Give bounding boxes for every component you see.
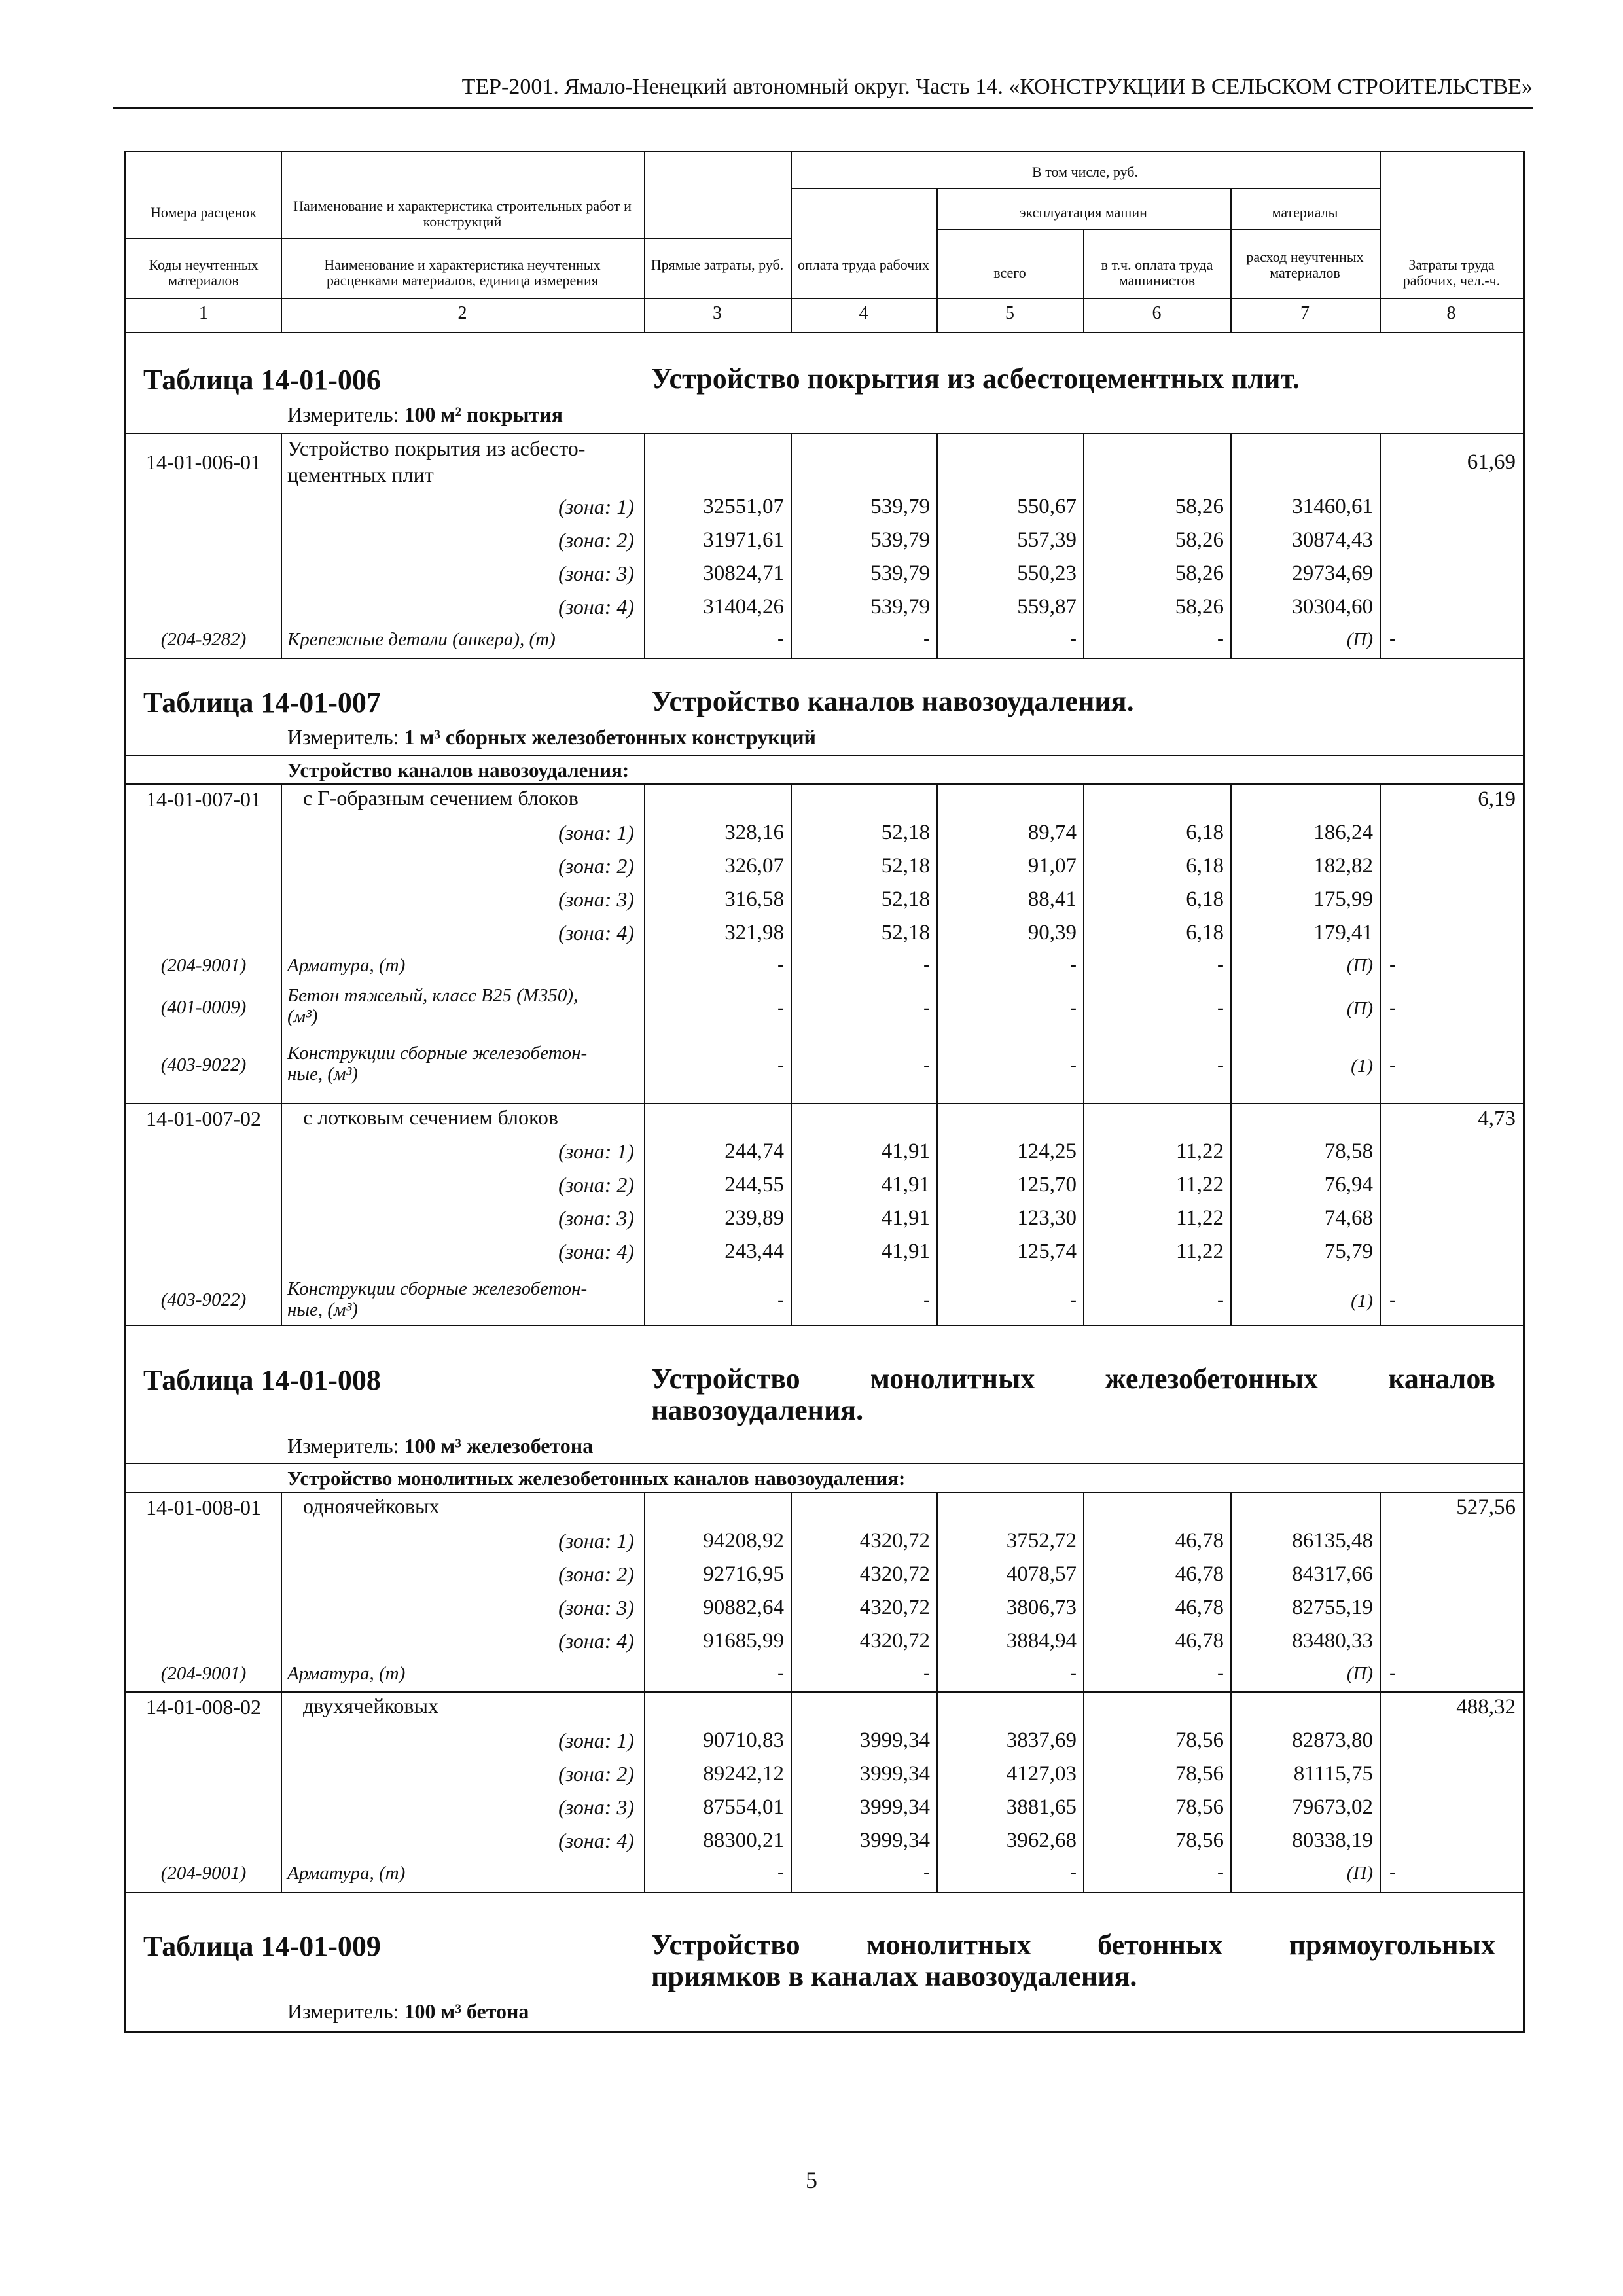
worker-pay: 3999,34 [859, 1729, 930, 1752]
column-number: 8 [1446, 303, 1456, 323]
worker-pay: 52,18 [881, 888, 930, 911]
zone-label: (зона: 4) [558, 595, 634, 619]
dash: - [1070, 1054, 1077, 1076]
rate-code: 14-01-007-01 [146, 787, 261, 811]
rule [281, 783, 282, 1325]
material-name: Арматура, (т) [287, 1663, 406, 1684]
header-rate-numbers: Номера расценок [151, 204, 257, 221]
materials-cost: 82873,80 [1292, 1729, 1373, 1752]
rate-code: 14-01-008-01 [146, 1496, 261, 1519]
dash: - [1389, 1289, 1396, 1311]
machines-total: 123,30 [1017, 1206, 1077, 1230]
rule [644, 783, 645, 1325]
worker-pay: 52,18 [881, 854, 930, 878]
zone-label: (зона: 3) [558, 888, 634, 911]
measure-unit: Измеритель: 100 м³ бетона [287, 2000, 529, 2023]
operator-pay: 11,22 [1175, 1206, 1224, 1230]
dash: - [1070, 954, 1077, 975]
operator-pay: 6,18 [1186, 888, 1224, 911]
dash: - [1070, 628, 1077, 649]
dash: - [1217, 997, 1224, 1018]
dash: - [1389, 954, 1396, 975]
dash: - [923, 1289, 930, 1311]
material-mark: (П) [1346, 1863, 1373, 1884]
machines-total: 91,07 [1027, 854, 1077, 878]
materials-cost: 83480,33 [1292, 1629, 1373, 1653]
materials-cost: 82755,19 [1292, 1596, 1373, 1619]
rule [936, 783, 938, 1325]
machines-total: 559,87 [1017, 595, 1077, 619]
machines-total: 89,74 [1027, 821, 1077, 844]
zone-label: (зона: 2) [558, 528, 634, 552]
operator-pay: 11,22 [1175, 1139, 1224, 1163]
machines-total: 3837,69 [1006, 1729, 1077, 1752]
direct-cost: 31404,26 [703, 595, 784, 619]
column-number: 3 [713, 303, 722, 323]
worker-pay: 41,91 [881, 1139, 930, 1163]
labor-value: 527,56 [1456, 1496, 1516, 1519]
table-title-line1: Устройство монолитных бетонных прямоугольных [651, 1929, 1495, 1961]
direct-cost: 328,16 [724, 821, 784, 844]
rule [1083, 433, 1084, 658]
zone-label: (зона: 4) [558, 921, 634, 944]
material-code: (401-0009) [160, 997, 247, 1018]
header-operator-pay: в т.ч. оплата труда машинистов [1101, 257, 1213, 289]
rule [126, 433, 1523, 434]
header-machines-total: всего [993, 264, 1026, 281]
worker-pay: 539,79 [870, 595, 930, 619]
column-number: 2 [457, 303, 467, 323]
dash: - [1389, 1861, 1396, 1883]
dash: - [1217, 628, 1224, 649]
materials-cost: 182,82 [1313, 854, 1373, 878]
material-code: (204-9001) [160, 955, 247, 976]
machines-total: 90,39 [1027, 921, 1077, 944]
materials-cost: 29734,69 [1292, 562, 1373, 585]
dash: - [1217, 1289, 1224, 1311]
work-name: с лотковым сечением блоков [303, 1105, 558, 1129]
section-title: Устройство каналов навозоудаления: [287, 759, 630, 781]
labor-value: 6,19 [1478, 787, 1516, 811]
materials-cost: 179,41 [1313, 921, 1373, 944]
column-number: 7 [1300, 303, 1310, 323]
dash: - [1070, 1662, 1077, 1683]
operator-pay: 11,22 [1175, 1240, 1224, 1263]
dash: - [777, 1662, 784, 1683]
operator-pay: 78,56 [1175, 1829, 1224, 1852]
table-number: Таблица 14-01-006 [143, 364, 381, 396]
rule [126, 298, 1523, 299]
material-mark: (1) [1351, 1291, 1373, 1312]
operator-pay: 46,78 [1175, 1562, 1224, 1586]
material-code: (403-9022) [160, 1054, 247, 1075]
dash: - [1217, 1054, 1224, 1076]
direct-cost: 321,98 [724, 921, 784, 944]
rule [1083, 783, 1084, 1325]
machines-total: 4078,57 [1006, 1562, 1077, 1586]
zone-label: (зона: 2) [558, 1762, 634, 1785]
worker-pay: 4320,72 [859, 1529, 930, 1552]
rule [126, 1325, 1523, 1326]
worker-pay: 4320,72 [859, 1596, 930, 1619]
material-name: Конструкции сборные железобетон- ные, (м³) [287, 1278, 588, 1320]
dash: - [1389, 628, 1396, 649]
column-number: 5 [1005, 303, 1014, 323]
header-worker-pay: оплата труда рабочих [798, 257, 929, 273]
worker-pay: 539,79 [870, 528, 930, 552]
material-mark: (1) [1351, 1056, 1373, 1077]
worker-pay: 539,79 [870, 495, 930, 518]
dash: - [1217, 954, 1224, 975]
material-mark: (П) [1346, 998, 1373, 1019]
dash: - [1389, 1662, 1396, 1683]
operator-pay: 6,18 [1186, 821, 1224, 844]
zone-label: (зона: 1) [558, 1139, 634, 1163]
dash: - [1070, 997, 1077, 1018]
dash: - [777, 997, 784, 1018]
material-name: Арматура, (т) [287, 955, 406, 976]
materials-cost: 79673,02 [1292, 1795, 1373, 1819]
rule [126, 238, 791, 239]
dash: - [923, 1861, 930, 1883]
zone-label: (зона: 1) [558, 1729, 634, 1752]
material-mark: (П) [1346, 1663, 1373, 1684]
material-name: Арматура, (т) [287, 1863, 406, 1884]
table-number: Таблица 14-01-008 [143, 1364, 381, 1396]
dash: - [923, 997, 930, 1018]
rule [1230, 433, 1232, 658]
machines-total: 3884,94 [1006, 1629, 1077, 1653]
measure-unit: Измеритель: 100 м³ железобетона [287, 1434, 594, 1458]
material-name: Крепежные детали (анкера), (т) [287, 629, 556, 650]
operator-pay: 78,56 [1175, 1762, 1224, 1785]
machines-total: 3752,72 [1006, 1529, 1077, 1552]
zone-label: (зона: 2) [558, 1173, 634, 1196]
machines-total: 3806,73 [1006, 1596, 1077, 1619]
header-machine-operation: эксплуатация машин [1020, 204, 1147, 221]
header-material-codes: Коды неучтенных материалов [149, 257, 259, 289]
rule [126, 1892, 1523, 1893]
table-title-line2: приямков в каналах навозоудаления. [651, 1960, 1137, 1992]
column-number: 1 [199, 303, 208, 323]
header-direct-costs: Прямые затраты, руб. [651, 257, 784, 273]
direct-cost: 90882,64 [703, 1596, 784, 1619]
header-labor-costs: Затраты труда рабочих, чел.-ч. [1402, 257, 1501, 289]
rule [936, 433, 938, 658]
dash: - [923, 954, 930, 975]
dash: - [1217, 1662, 1224, 1683]
direct-cost: 89242,12 [703, 1762, 784, 1785]
dash: - [777, 1289, 784, 1311]
header-including: В том числе, руб. [1032, 164, 1138, 180]
dash: - [1070, 1289, 1077, 1311]
machines-total: 550,67 [1017, 495, 1077, 518]
machines-total: 3881,65 [1006, 1795, 1077, 1819]
direct-cost: 239,89 [724, 1206, 784, 1230]
rule [936, 229, 1380, 230]
materials-cost: 30874,43 [1292, 528, 1373, 552]
rule [791, 188, 1380, 189]
direct-cost: 32551,07 [703, 495, 784, 518]
zone-label: (зона: 3) [558, 1795, 634, 1819]
table-title-line2: навозоудаления. [651, 1394, 864, 1426]
machines-total: 4127,03 [1006, 1762, 1077, 1785]
rule [126, 332, 1523, 333]
direct-cost: 326,07 [724, 854, 784, 878]
operator-pay: 78,56 [1175, 1729, 1224, 1752]
zone-label: (зона: 4) [558, 1240, 634, 1263]
direct-cost: 91685,99 [703, 1629, 784, 1653]
operator-pay: 46,78 [1175, 1529, 1224, 1552]
operator-pay: 6,18 [1186, 854, 1224, 878]
operator-pay: 58,26 [1175, 495, 1224, 518]
rate-code: 14-01-008-02 [146, 1695, 261, 1719]
direct-cost: 31971,61 [703, 528, 784, 552]
materials-cost: 74,68 [1324, 1206, 1373, 1230]
material-mark: (П) [1346, 955, 1373, 976]
materials-cost: 186,24 [1313, 821, 1373, 844]
worker-pay: 41,91 [881, 1240, 930, 1263]
zone-label: (зона: 3) [558, 562, 634, 585]
operator-pay: 78,56 [1175, 1795, 1224, 1819]
direct-cost: 316,58 [724, 888, 784, 911]
dash: - [777, 628, 784, 649]
rule [1230, 783, 1232, 1325]
running-header-text: ТЕР-2001. Ямало-Ненецкий автономный округ. Часть 14. «КОНСТРУКЦИИ В СЕЛЬСКОМ СТРОИТЕЛЬСТВЕ» [461, 75, 1533, 99]
dash: - [923, 628, 930, 649]
dash: - [1070, 1861, 1077, 1883]
rule [281, 433, 282, 658]
direct-cost: 90710,83 [703, 1729, 784, 1752]
table-number: Таблица 14-01-009 [143, 1930, 381, 1962]
zone-label: (зона: 4) [558, 1829, 634, 1852]
dash: - [777, 1054, 784, 1076]
materials-cost: 30304,60 [1292, 595, 1373, 619]
rate-code: 14-01-006-01 [146, 450, 261, 474]
machines-total: 124,25 [1017, 1139, 1077, 1163]
worker-pay: 52,18 [881, 821, 930, 844]
header-material-name: Наименование и характеристика неучтенных расценками материалов, единица измерения [324, 257, 601, 289]
direct-cost: 244,74 [724, 1139, 784, 1163]
header-materials: материалы [1272, 204, 1338, 221]
labor-value: 488,32 [1456, 1695, 1516, 1719]
worker-pay: 52,18 [881, 921, 930, 944]
rule [126, 1463, 1523, 1464]
worker-pay: 539,79 [870, 562, 930, 585]
zone-label: (зона: 2) [558, 854, 634, 878]
worker-pay: 41,91 [881, 1173, 930, 1196]
direct-cost: 243,44 [724, 1240, 784, 1263]
section-title: Устройство монолитных железобетонных каналов навозоудаления: [287, 1467, 906, 1490]
materials-cost: 86135,48 [1292, 1529, 1373, 1552]
price-table [124, 151, 1525, 2033]
table-title: Устройство покрытия из асбестоцементных плит. [651, 363, 1300, 395]
materials-cost: 78,58 [1324, 1139, 1373, 1163]
rule [791, 433, 792, 658]
operator-pay: 46,78 [1175, 1596, 1224, 1619]
materials-cost: 81115,75 [1293, 1762, 1373, 1785]
direct-cost: 88300,21 [703, 1829, 784, 1852]
direct-cost: 94208,92 [703, 1529, 784, 1552]
work-name: с Г-образным сечением блоков [303, 786, 579, 810]
machines-total: 557,39 [1017, 528, 1077, 552]
operator-pay: 11,22 [1175, 1173, 1224, 1196]
work-name: Устройство покрытия из асбесто- цементных плит [287, 437, 586, 486]
direct-cost: 244,55 [724, 1173, 784, 1196]
page-number: 5 [806, 2167, 817, 2193]
worker-pay: 41,91 [881, 1206, 930, 1230]
header-material-consumption: расход неучтенных материалов [1246, 249, 1364, 281]
materials-cost: 76,94 [1324, 1173, 1373, 1196]
operator-pay: 58,26 [1175, 528, 1224, 552]
machines-total: 88,41 [1027, 888, 1077, 911]
machines-total: 550,23 [1017, 562, 1077, 585]
operator-pay: 46,78 [1175, 1629, 1224, 1653]
measure-unit: Измеритель: 100 м² покрытия [287, 403, 563, 426]
operator-pay: 58,26 [1175, 562, 1224, 585]
table-title: Устройство каналов навозоудаления. [651, 685, 1134, 717]
material-code: (204-9001) [160, 1863, 247, 1884]
worker-pay: 4320,72 [859, 1629, 930, 1653]
zone-label: (зона: 4) [558, 1629, 634, 1653]
direct-cost: 30824,71 [703, 562, 784, 585]
worker-pay: 3999,34 [859, 1795, 930, 1819]
dash: - [923, 1662, 930, 1683]
materials-cost: 31460,61 [1292, 495, 1373, 518]
direct-cost: 92716,95 [703, 1562, 784, 1586]
work-name: одноячейковых [303, 1494, 440, 1518]
labor-value: 61,69 [1467, 450, 1516, 474]
dash: - [1217, 1861, 1224, 1883]
running-header [113, 73, 1533, 109]
material-mark: (П) [1346, 629, 1373, 650]
operator-pay: 6,18 [1186, 921, 1224, 944]
zone-label: (зона: 3) [558, 1596, 634, 1619]
material-name: Бетон тяжелый, класс В25 (М350), (м³) [287, 985, 579, 1027]
dash: - [777, 1861, 784, 1883]
worker-pay: 3999,34 [859, 1829, 930, 1852]
dash: - [1389, 997, 1396, 1018]
rate-code: 14-01-007-02 [146, 1107, 261, 1130]
materials-cost: 175,99 [1313, 888, 1373, 911]
column-number: 4 [859, 303, 868, 323]
worker-pay: 3999,34 [859, 1762, 930, 1785]
zone-label: (зона: 1) [558, 495, 634, 518]
work-name: двухячейковых [303, 1694, 438, 1717]
table-title-line1: Устройство монолитных железобетонных каналов [651, 1363, 1495, 1395]
zone-label: (зона: 1) [558, 1529, 634, 1552]
measure-unit: Измеритель: 1 м³ сборных железобетонных конструкций [287, 725, 816, 749]
column-number: 6 [1152, 303, 1162, 323]
zone-label: (зона: 2) [558, 1562, 634, 1586]
dash: - [1389, 1054, 1396, 1076]
rule [126, 658, 1523, 659]
table-number: Таблица 14-01-007 [143, 687, 381, 719]
zone-label: (зона: 1) [558, 821, 634, 844]
machines-total: 125,74 [1017, 1240, 1077, 1263]
dash: - [923, 1054, 930, 1076]
direct-cost: 87554,01 [703, 1795, 784, 1819]
materials-cost: 84317,66 [1292, 1562, 1373, 1586]
dash: - [777, 954, 784, 975]
materials-cost: 80338,19 [1292, 1829, 1373, 1852]
rule [1380, 783, 1381, 1325]
labor-value: 4,73 [1478, 1107, 1516, 1130]
worker-pay: 4320,72 [859, 1562, 930, 1586]
material-name: Конструкции сборные железобетон- ные, (м³) [287, 1043, 588, 1085]
machines-total: 3962,68 [1006, 1829, 1077, 1852]
header-work-name: Наименование и характеристика строительных работ и конструкций [293, 198, 632, 230]
rule [791, 783, 792, 1325]
rule [126, 755, 1523, 756]
material-code: (204-9001) [160, 1663, 247, 1684]
material-code: (204-9282) [160, 629, 247, 650]
zone-label: (зона: 3) [558, 1206, 634, 1230]
operator-pay: 58,26 [1175, 595, 1224, 619]
rule [1380, 433, 1381, 658]
material-code: (403-9022) [160, 1289, 247, 1310]
materials-cost: 75,79 [1324, 1240, 1373, 1263]
rule [644, 433, 645, 658]
machines-total: 125,70 [1017, 1173, 1077, 1196]
